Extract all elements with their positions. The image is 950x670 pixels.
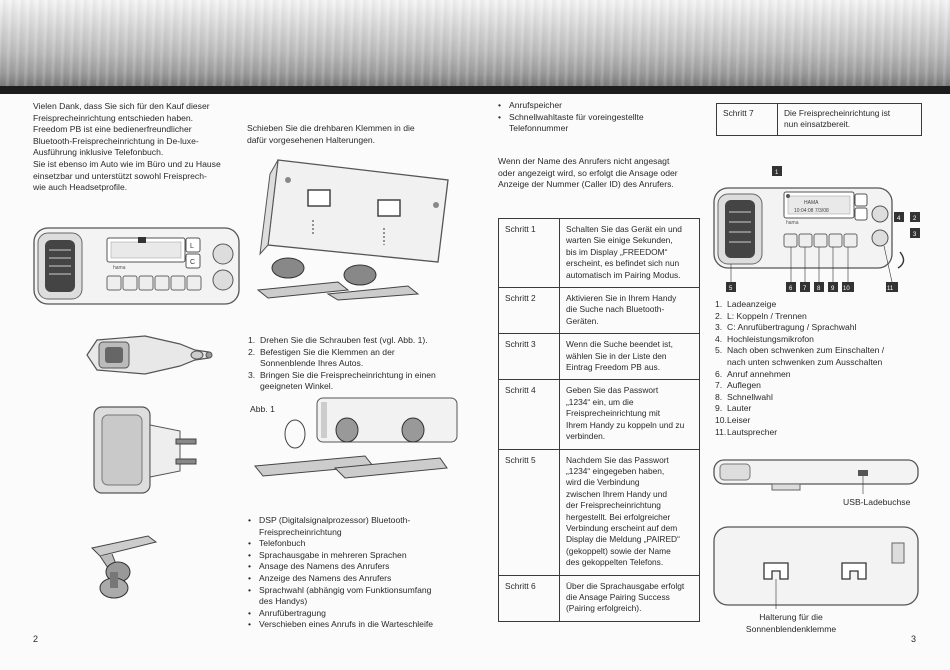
device-front-illustration <box>33 224 243 309</box>
step-text: Die Freisprecheinrichtung ist nun einsatzbereit. <box>778 104 922 136</box>
table-row <box>499 575 700 621</box>
step-label: Schritt 3 <box>499 334 560 380</box>
visor-mount-illustration <box>248 150 458 300</box>
callout-3 <box>910 228 920 238</box>
usb-port-icon <box>858 470 868 476</box>
part-item: 1. Ladeanzeige <box>715 299 777 309</box>
step-text: Wenn die Suche beendet ist, wählen Sie in der Liste den Eintrag Freedom PB aus. <box>560 334 700 380</box>
svg-text:6: 6 <box>789 286 793 292</box>
svg-text:5: 5 <box>729 286 733 292</box>
part-item: 8. Schnellwahl <box>715 391 773 402</box>
svg-text:9: 9 <box>831 286 835 292</box>
caller-id-text: Wenn der Name des Anrufers nicht angesagt oder angezeigt wird, so erfolgt die Ansage oder Anzeige der Nummer (Caller ID) des Anrufers. <box>498 156 678 190</box>
feature-item: • Sprachausgabe in mehreren Sprachen <box>248 550 458 562</box>
svg-text:1: 1 <box>775 170 779 176</box>
figure-label: Abb. 1 <box>250 404 275 414</box>
callout-4 <box>894 212 904 222</box>
part-item: 3. C: Anrufübertragung / Sprachwahl <box>715 322 857 333</box>
device-side-view <box>712 456 922 496</box>
callout-9 <box>828 282 838 292</box>
part-item: 7. Auflegen <box>715 380 761 391</box>
mounting-step: 2. Befestigen Sie die Klemmen an der Sonnenblende Ihres Autos. <box>248 346 395 369</box>
svg-text:L: L <box>190 243 194 250</box>
table-row <box>499 449 700 575</box>
step-label: Schritt 5 <box>499 449 560 575</box>
step-text: Geben Sie das Passwort „1234“ ein, um die Freisprecheinrichtung mit Ihrem Handy zu koppeln und zu verbinden. <box>560 380 700 449</box>
svg-text:4: 4 <box>897 216 901 222</box>
intro-text: Vielen Dank, dass Sie sich für den Kauf dieser Freisprecheinrichtung entschieden haben. Freedom PB ist eine bedienerfreundlicher Bluetooth-Freisprecheinrichtung in De-luxe- Ausführung inklusive Telefonbuch. Sie ist ebenso im Auto wie im Büro und zu Hause einsetzbar und unterstützt sowohl Freisprech- wie auch Headsetprofile. <box>33 101 221 193</box>
step-text: Aktivieren Sie in Ihrem Handy die Suche nach Bluetooth- Geräten. <box>560 288 700 334</box>
callout-1 <box>772 166 782 176</box>
part-item: 6. Anruf annehmen <box>715 368 791 379</box>
feature-item: • Anrufübertragung <box>248 608 458 620</box>
device-brand: hama <box>786 220 799 226</box>
svg-text:3: 3 <box>913 232 917 238</box>
usb-label: USB-Ladebuchse <box>843 497 911 507</box>
svg-text:10: 10 <box>843 286 850 292</box>
part-item: 10. Leiser <box>715 414 751 425</box>
table-row <box>499 380 700 449</box>
feature-item: • Schnellwahltaste für voreingestellte Telefonnummer <box>498 112 703 135</box>
display-line2: 10:04:08 7/3/08 <box>794 208 829 214</box>
part-item: 4. Hochleistungsmikrofon <box>715 333 814 344</box>
holder-label: Halterung für die Sonnenblendenklemme <box>745 612 837 634</box>
header-banner <box>0 0 950 86</box>
feature-list-continued <box>498 100 703 135</box>
mounting-steps <box>248 335 458 393</box>
feature-item: • Anrufspeicher <box>498 100 703 112</box>
car-charger-illustration <box>85 330 215 380</box>
header-rule <box>0 86 950 94</box>
svg-text:2: 2 <box>913 216 917 222</box>
part-item: 2. L: Koppeln / Trennen <box>715 310 807 321</box>
step-label: Schritt 1 <box>499 219 560 288</box>
abb1-illustration <box>255 396 460 482</box>
callout-5 <box>726 282 736 292</box>
svg-text:hama: hama <box>113 265 126 271</box>
parts-list <box>715 299 925 438</box>
page-number-right: 3 <box>911 634 917 644</box>
table-row <box>499 219 700 288</box>
device-callout-diagram <box>712 166 922 296</box>
step-label: Schritt 4 <box>499 380 560 449</box>
callout-2 <box>910 212 920 222</box>
feature-list <box>248 515 458 631</box>
mounting-step: 1. Drehen Sie die Schrauben fest (vgl. Abb. 1). <box>248 335 428 345</box>
step-text: Über die Sprachausgabe erfolgt die Ansage Pairing Success (Pairing erfolgreich). <box>560 575 700 621</box>
table-row <box>717 104 922 136</box>
part-item: 5. Nach oben schwenken zum Einschalten / nach unten schwenken zum Ausschalten <box>715 345 885 367</box>
mounting-step: 3. Bringen Sie die Freisprecheinrichtung in einen geeigneten Winkel. <box>248 369 436 392</box>
display-line1: HAMA <box>804 200 819 206</box>
feature-item: • DSP (Digitalsignalprozessor) Bluetooth- Freisprecheinrichtung <box>248 515 458 538</box>
wall-adapter-illustration <box>90 395 200 505</box>
callout-10 <box>842 282 854 292</box>
callout-11 <box>886 282 898 292</box>
pairing-steps-table <box>498 218 700 622</box>
step-label: Schritt 6 <box>499 575 560 621</box>
callout-8 <box>814 282 824 292</box>
mounting-intro: Schieben Sie die drehbaren Klemmen in die dafür vorgesehenen Halterungen. <box>247 123 415 145</box>
part-item: 11. Lautsprecher <box>715 426 778 437</box>
page-number-left: 2 <box>33 634 39 644</box>
callout-7 <box>800 282 810 292</box>
feature-item: • Ansage des Namens des Anrufers <box>248 561 458 573</box>
table-row <box>499 288 700 334</box>
feature-item: • Sprachwahl (abhängig vom Funktionsumfang des Handys) <box>248 585 458 608</box>
step-label: Schritt 7 <box>717 104 778 136</box>
step-label: Schritt 2 <box>499 288 560 334</box>
svg-text:C: C <box>190 259 196 266</box>
step-text: Nachdem Sie das Passwort „1234“ eingegeben haben, wird die Verbindung zwischen Ihrem Handy und der Freisprecheinrichtung hergestellt. Bei erfolgreicher Verbindung erscheint auf dem Display die Meldung „PAIRED“ (gekoppelt) sowie der Name des gekoppelten Telefons. <box>560 449 700 575</box>
callout-6 <box>786 282 796 292</box>
table-row <box>499 334 700 380</box>
part-item: 9. Lauter <box>715 403 752 414</box>
sunvisor-clip-illustration <box>88 528 168 603</box>
svg-text:11: 11 <box>887 286 894 292</box>
step-text: Schalten Sie das Gerät ein und warten Sie einige Sekunden, bis im Display „FREEDOM“ erscheint, es befindet sich nun automatisch im Pairing Modus. <box>560 219 700 288</box>
step7-table <box>716 103 922 136</box>
feature-item: • Telefonbuch <box>248 538 458 550</box>
device-back-view <box>712 523 922 613</box>
svg-text:8: 8 <box>817 286 821 292</box>
svg-text:7: 7 <box>803 286 807 292</box>
feature-item: • Anzeige des Namens des Anrufers <box>248 573 458 585</box>
feature-item: • Verschieben eines Anrufs in die Warteschleife <box>248 619 458 631</box>
